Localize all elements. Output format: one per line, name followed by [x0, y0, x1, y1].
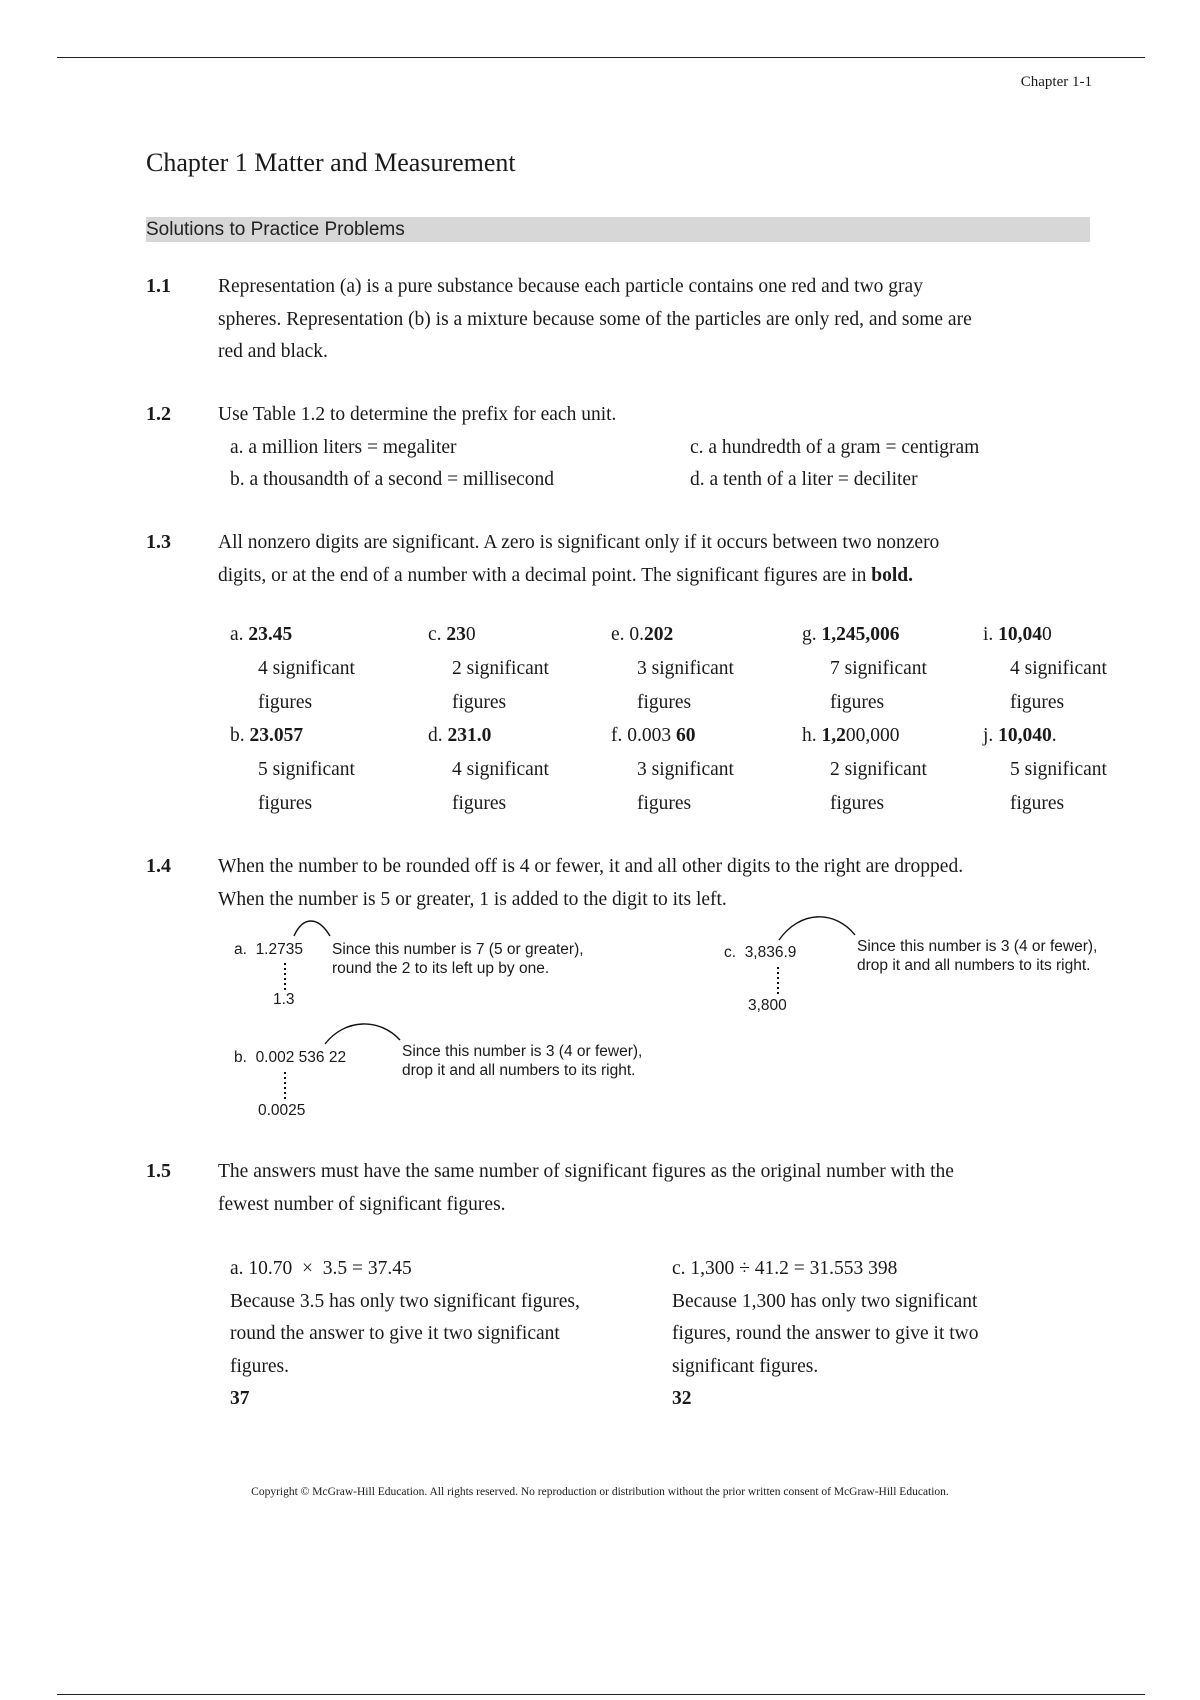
sig-count: 5 significant	[258, 759, 355, 780]
explanation-line: round the answer to give it two significant	[230, 1323, 560, 1344]
note-line: Since this number is 3 (4 or fewer),	[402, 1043, 643, 1060]
rounding-a-result: 1.3	[273, 991, 295, 1008]
sig-count-unit: figures	[637, 793, 692, 814]
problem-number-1-1: 1.1	[146, 275, 171, 297]
copyright-footer: Copyright © McGraw-Hill Education. All rights reserved. No reproduction or distribution without the prior written consent of McGraw-Hill Education.	[251, 1486, 949, 1498]
item-letter: a.	[230, 624, 244, 645]
note-line: drop it and all numbers to its right.	[402, 1062, 636, 1079]
sig-count: 2 significant	[452, 658, 549, 679]
prefix-item-b: b. a thousandth of a second = millisecond	[230, 469, 555, 490]
sig-digits: 23.45	[248, 624, 293, 645]
sig-count: 4 significant	[1010, 658, 1107, 679]
sig-count: 3 significant	[637, 759, 734, 780]
original-number: 3,836.9	[744, 944, 797, 961]
problem-number-1-5: 1.5	[146, 1160, 171, 1182]
sig-count-unit: figures	[637, 692, 692, 713]
problem-1-3-line: All nonzero digits are significant. A zero is significant only if it occurs between two nonzero	[218, 532, 940, 553]
sig-count-unit: figures	[258, 793, 313, 814]
problem-1-5-line: The answers must have the same number of significant figures as the original number with the	[218, 1161, 954, 1182]
sig-count: 4 significant	[258, 658, 355, 679]
original-number: 1.2735	[255, 941, 303, 958]
sig-count-unit: figures	[1010, 793, 1065, 814]
sig-count-unit: figures	[1010, 692, 1065, 713]
note-line: round the 2 to its left up by one.	[332, 960, 550, 977]
explanation-line: significant figures.	[672, 1355, 819, 1377]
problem-1-1-line: red and black.	[218, 341, 328, 362]
sig-digits: 231.0	[447, 725, 492, 746]
nonsig-digits: .	[1051, 725, 1057, 746]
problem-1-5-text	[218, 1156, 1078, 1221]
nonsig-digits: 0	[1042, 624, 1052, 645]
bold-word: bold.	[871, 564, 913, 586]
problem-1-1-line: spheres. Representation (b) is a mixture because some of the particles are only red, and some are	[218, 308, 972, 330]
explanation-line: figures.	[230, 1355, 290, 1377]
item-letter: h.	[802, 725, 817, 746]
item-letter: j.	[983, 725, 994, 746]
problem-1-4-line: When the number is 5 or greater, 1 is added to the digit to its left.	[218, 888, 727, 910]
sig-digits: 10,04	[998, 624, 1043, 645]
answer-a	[230, 1253, 650, 1416]
item-letter: g.	[802, 624, 817, 645]
equation: c. 1,300 ÷ 41.2 = 31.553 398	[672, 1258, 898, 1279]
page-label: Chapter 1-1	[1020, 74, 1092, 90]
item-letter: d.	[428, 725, 443, 746]
problem-number-1-2: 1.2	[146, 403, 171, 425]
item-letter: i.	[983, 624, 994, 645]
bottom-rule	[57, 1694, 1145, 1695]
sig-digits: 23.057	[249, 725, 304, 746]
prefix-item-d: d. a tenth of a liter = deciliter	[690, 469, 918, 490]
sig-count: 5 significant	[1010, 759, 1107, 780]
arc-icon	[325, 1024, 400, 1044]
sig-count: 7 significant	[830, 658, 927, 679]
problem-number-1-3: 1.3	[146, 531, 171, 553]
sig-count-unit: figures	[452, 793, 507, 814]
problem-1-4-line: When the number to be rounded off is 4 or fewer, it and all other digits to the right are dropped.	[218, 856, 964, 877]
explanation-line: Because 1,300 has only two significant	[672, 1290, 978, 1312]
item-letter: f.	[611, 725, 623, 746]
nonsig-digits: 00,000	[845, 725, 900, 746]
nonsig-digits: 0.	[629, 624, 645, 645]
problem-number-1-4: 1.4	[146, 855, 171, 877]
prefix-item-a: a. a million liters = megaliter	[230, 437, 457, 458]
note-line: drop it and all numbers to its right.	[857, 957, 1091, 974]
sig-digits: 1,2	[821, 725, 846, 746]
rounding-b-result: 0.0025	[258, 1102, 306, 1119]
problem-1-3-line2-text: digits, or at the end of a number with a decimal point. The significant figures are in	[218, 564, 872, 586]
problem-1-5-line: fewest number of significant figures.	[218, 1193, 506, 1215]
prefix-item-c: c. a hundredth of a gram = centigram	[690, 437, 980, 458]
item-letter: c.	[428, 624, 442, 645]
sig-count: 4 significant	[452, 759, 549, 780]
chapter-title: Chapter 1 Matter and Measurement	[146, 148, 516, 177]
note-line: Since this number is 3 (4 or fewer),	[857, 938, 1098, 955]
problem-1-1-line: Representation (a) is a pure substance because each particle contains one red and two gray	[218, 276, 923, 297]
original-number: 0.002 536 22	[255, 1049, 347, 1066]
sig-digits: 202	[644, 624, 674, 645]
item-letter: a.	[234, 941, 247, 958]
explanation-line: figures, round the answer to give it two	[672, 1323, 979, 1344]
sig-count-unit: figures	[830, 793, 885, 814]
problem-1-2-intro: Use Table 1.2 to determine the prefix for each unit.	[218, 404, 617, 425]
equation: a. 10.70 × 3.5 = 37.45	[230, 1258, 412, 1279]
nonsig-digits: 0.003	[627, 725, 676, 746]
sig-digits: 1,245,006	[821, 624, 900, 645]
sig-count-unit: figures	[830, 692, 885, 713]
item-letter: c.	[724, 944, 737, 961]
nonsig-digits: 0	[465, 624, 476, 645]
sig-digits: 23	[446, 624, 466, 645]
final-answer: 32	[672, 1388, 692, 1409]
final-answer: 37	[230, 1388, 250, 1409]
explanation-line: Because 3.5 has only two significant figures,	[230, 1290, 580, 1312]
sig-count-unit: figures	[452, 692, 507, 713]
note-line: Since this number is 7 (5 or greater),	[332, 941, 584, 958]
sig-count: 2 significant	[830, 759, 927, 780]
sig-count: 3 significant	[637, 658, 734, 679]
section-title-text: Solutions to Practice Problems	[146, 219, 405, 240]
sig-digits: 10,040	[998, 725, 1052, 746]
item-letter: b.	[230, 725, 245, 746]
sig-count-unit: figures	[258, 692, 313, 713]
item-letter: e.	[611, 624, 625, 645]
sig-digits: 60	[676, 725, 696, 746]
rounding-c-result: 3,800	[748, 997, 787, 1014]
item-letter: b.	[234, 1049, 247, 1066]
answer-c	[672, 1253, 1092, 1416]
